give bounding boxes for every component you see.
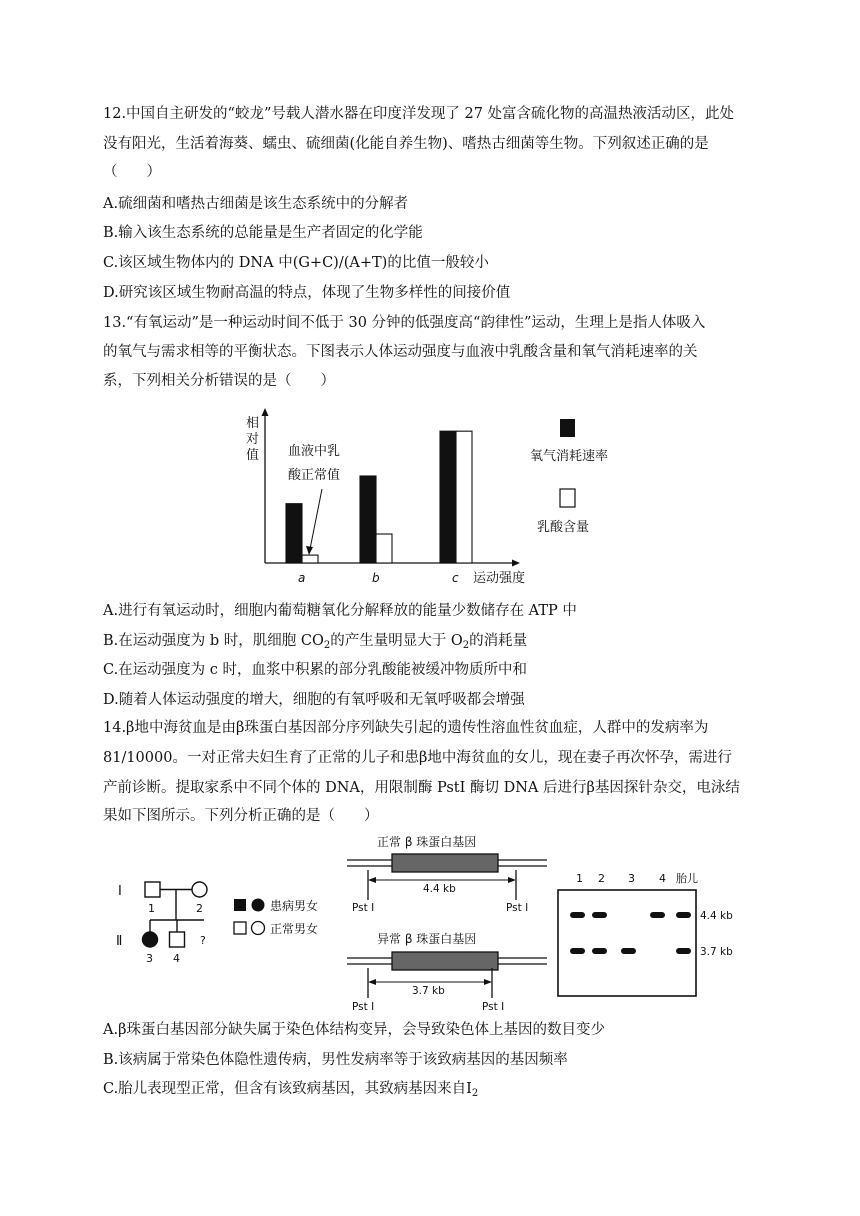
- q13-option-d: D.随着人体运动强度的增大，细胞的有氧呼吸和无氧呼吸都会增强: [103, 692, 525, 708]
- gene-diagrams: [347, 834, 547, 1013]
- q13-option-b-sub1: 2: [323, 640, 331, 651]
- legend-label-oxygen: 氧气消耗速率: [530, 449, 609, 464]
- annotation-arrow-head: [306, 546, 313, 555]
- x-tick-a: a: [298, 571, 306, 585]
- q14-option-c-text: C.胎儿表现型正常，但含有该致病基因，其致病基因来自I: [103, 1081, 472, 1097]
- x-tick-b: b: [372, 571, 380, 585]
- gel-fetus-label: 胎儿: [676, 872, 698, 885]
- q14-option-b: B.该病属于常染色体隐性遗传病，男性发病率等于该致病基因的基因频率: [103, 1052, 568, 1068]
- q14-figure: [110, 830, 750, 1015]
- q13-option-b-part2: 的产生量明显大于 O: [330, 633, 463, 649]
- q14-option-c-sub: 2: [471, 1088, 479, 1099]
- q13-option-b-part3: 的消耗量: [469, 633, 528, 649]
- gel-band-2-high: [592, 912, 607, 918]
- bar-c-lactate: [456, 431, 472, 563]
- normal-gene-title: 正常 β 珠蛋白基因: [377, 835, 477, 849]
- y-axis-arrow: [262, 408, 269, 416]
- q13-option-a: A.进行有氧运动时，细胞内葡萄糖氧化分解释放的能量少数储存在 ATP 中: [103, 603, 577, 619]
- pedigree-i2-number: 2: [196, 902, 203, 915]
- q12-option-a: A.硫细菌和嗜热古细菌是该生态系统中的分解者: [103, 196, 409, 212]
- bar-a-lactate: [302, 555, 318, 563]
- x-axis-label: 运动强度: [473, 571, 526, 586]
- abnormal-gene-title: 异常 β 珠蛋白基因: [377, 932, 477, 946]
- abnormal-pst-left: Pst I: [352, 1001, 375, 1013]
- gen2-label: Ⅱ: [116, 934, 123, 949]
- pedigree-i2-normal-female: [192, 882, 207, 897]
- normal-gene-size: 4.4 kb: [423, 883, 456, 895]
- pedigree-fetus-unknown: ?: [200, 934, 206, 947]
- x-axis-arrow: [512, 560, 520, 567]
- bar-c-oxygen: [440, 431, 456, 563]
- pedigree-ii4-normal-male: [170, 932, 185, 947]
- gel-band-3-low: [621, 948, 636, 954]
- q12-stem-line3: （ ）: [103, 164, 161, 180]
- pedigree-i1-number: 1: [148, 902, 155, 915]
- gel-band-4-high: [650, 912, 665, 918]
- q13-stem-line1: 13.“有氧运动”是一种运动时间不低于 30 分钟的低强度高“韵律性”运动，生理上是指人体吸入: [103, 315, 706, 331]
- q12-option-d: D.研究该区域生物耐高温的特点，体现了生物多样性的间接价值: [103, 285, 511, 301]
- legend-normal-label: 正常男女: [270, 922, 319, 936]
- gel-lane-4-label: 4: [659, 872, 666, 885]
- gen1-label: I: [118, 884, 122, 899]
- annotation-line1: 血液中乳: [288, 444, 341, 459]
- gel-band-1-high: [570, 912, 585, 918]
- q12-option-b: B.输入该生态系统的总能量是生产者固定的化学能: [103, 225, 423, 241]
- gel-band-2-low: [592, 948, 607, 954]
- normal-pst-left: Pst I: [352, 902, 375, 914]
- q14-stem-line3: 产前诊断。提取家系中不同个体的 DNA，用限制酶 PstI 酶切 DNA 后进行β基因探针杂交，电泳结: [103, 780, 740, 796]
- gel-lane-2-label: 2: [598, 872, 605, 885]
- bar-a-oxygen: [286, 504, 302, 563]
- q13-option-b-sub2: 2: [462, 640, 470, 651]
- electrophoresis-gel: [558, 871, 733, 996]
- q13-stem-line3: 系，下列相关分析错误的是（ ）: [103, 373, 335, 389]
- legend-affected-label: 患病男女: [270, 899, 319, 913]
- gel-44kb-label: 4.4 kb: [700, 910, 733, 922]
- q13-bar-chart: [230, 405, 650, 590]
- q14-stem-line1: 14.β地中海贫血是由β珠蛋白基因部分序列缺失引起的遗传性溶血性贫血症，人群中的发病率为: [103, 720, 709, 736]
- pedigree: [116, 882, 207, 965]
- x-tick-c: c: [452, 571, 459, 585]
- gel-lane-1-label: 1: [576, 872, 583, 885]
- q14-option-c: [103, 1079, 478, 1099]
- q13-option-b-part1: B.在运动强度为 b 时，肌细胞 CO: [103, 633, 324, 649]
- pedigree-i1-normal-male: [145, 882, 160, 897]
- q13-option-b: [103, 631, 527, 651]
- gel-lane-3-label: 3: [628, 872, 635, 885]
- pedigree-ii3-number: 3: [146, 952, 153, 965]
- legend-normal-male: [234, 922, 246, 934]
- annotation-arrow-line: [310, 489, 322, 549]
- gel-band-1-low: [570, 948, 585, 954]
- bar-b-oxygen: [360, 476, 376, 563]
- q12-stem-line1: 12.中国自主研发的“蛟龙”号载人潜水器在印度洋发现了 27 处富含硫化物的高温热液活动区，此处: [103, 106, 735, 122]
- pedigree-ii3-affected-female: [143, 932, 158, 947]
- y-axis-label-char: 对: [246, 432, 260, 447]
- y-axis-label-char: 相: [246, 416, 260, 431]
- gel-37kb-label: 3.7 kb: [700, 946, 733, 958]
- gel-frame: [558, 890, 696, 996]
- q13-option-c: C.在运动强度为 c 时，血浆中积累的部分乳酸能被缓冲物质所中和: [103, 662, 528, 678]
- normal-gene-box: [392, 854, 498, 872]
- q14-stem-line4: 果如下图所示。下列分析正确的是（ ）: [103, 808, 379, 824]
- abnormal-gene-size: 3.7 kb: [412, 985, 445, 997]
- bar-b-lactate: [376, 534, 392, 563]
- gel-band-fetus-low: [676, 948, 691, 954]
- q12-option-c: C.该区域生物体内的 DNA 中(G+C)/(A+T)的比值一般较小: [103, 255, 489, 271]
- q14-option-a: A.β珠蛋白基因部分缺失属于染色体结构变异，会导致染色体上基因的数目变少: [103, 1022, 605, 1038]
- legend-swatch-lactate: [560, 489, 575, 507]
- q14-stem-line2: 81/10000。一对正常夫妇生育了正常的儿子和患β地中海贫血的女儿，现在妻子再次怀孕，需进行: [103, 750, 732, 766]
- q12-stem-line2: 没有阳光，生活着海葵、蠕虫、硫细菌(化能自养生物)、嗜热古细菌等生物。下列叙述正确的是: [103, 136, 709, 152]
- abnormal-pst-right: Pst I: [482, 1001, 505, 1013]
- legend-normal-female: [252, 922, 265, 935]
- y-axis-label-char: 值: [246, 448, 260, 463]
- legend-swatch-oxygen: [560, 419, 575, 437]
- normal-pst-right: Pst I: [506, 902, 529, 914]
- pedigree-legend: [234, 898, 318, 936]
- q13-stem-line2: 的氧气与需求相等的平衡状态。下图表示人体运动强度与血液中乳酸含量和氧气消耗速率的关: [103, 344, 698, 360]
- legend-affected-female: [252, 899, 265, 912]
- legend-affected-male: [234, 899, 246, 911]
- legend-label-lactate: 乳酸含量: [537, 520, 590, 535]
- pedigree-ii4-number: 4: [173, 952, 180, 965]
- abnormal-gene-box: [392, 952, 498, 970]
- gel-band-fetus-high: [676, 912, 691, 918]
- annotation-line2: 酸正常值: [288, 468, 341, 483]
